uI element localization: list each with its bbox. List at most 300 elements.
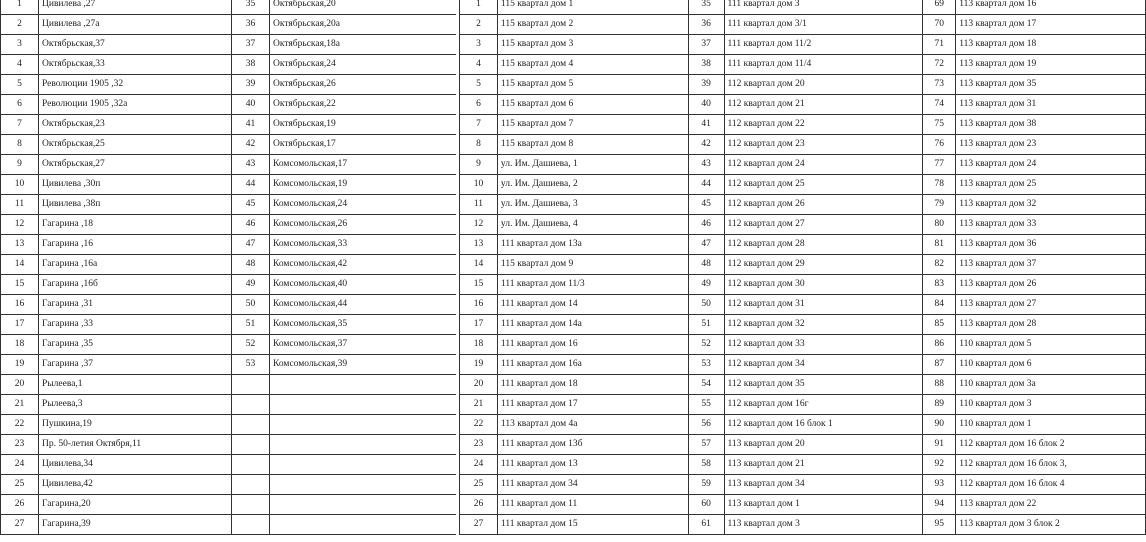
address-cell: 115 квартал дом 8 [497,135,688,155]
address-cell: Пушкина,19 [39,415,232,435]
row-number-cell: 15 [460,275,498,295]
table-row [1,175,457,195]
address-cell: 112 квартал дом 28 [724,235,923,255]
table-row [1,395,457,415]
table-row [460,515,1146,535]
address-cell: Гагарина,39 [39,515,232,535]
row-number-cell: 12 [1,215,39,235]
address-cell: Комсомольская,42 [270,255,457,275]
row-number-cell: 56 [688,415,724,435]
address-cell: Октябрьская,27 [39,155,232,175]
row-number-cell: 3 [1,35,39,55]
address-cell: 115 квартал дом 4 [497,55,688,75]
row-number-cell: 80 [923,215,956,235]
table-row [1,315,457,335]
address-cell: Октябрьская,17 [270,135,457,155]
address-cell: 115 квартал дом 1 [497,0,688,15]
address-cell: Гагарина ,37 [39,355,232,375]
address-cell: ул. Им. Дашиева, 2 [497,175,688,195]
address-cell: 111 квартал дом 18 [497,375,688,395]
address-cell: 113 квартал дом 18 [956,35,1146,55]
address-cell: 112 квартал дом 16 блок 1 [724,415,923,435]
address-cell: 111 квартал дом 16а [497,355,688,375]
address-cell: 112 квартал дом 23 [724,135,923,155]
address-cell: 113 квартал дом 31 [956,95,1146,115]
address-cell: 110 квартал дом 1 [956,415,1146,435]
row-number-cell: 57 [688,435,724,455]
row-number-cell: 7 [1,115,39,135]
row-number-cell: 19 [1,355,39,375]
address-cell: 110 квартал дом 3а [956,375,1146,395]
table-row [1,295,457,315]
table-row [1,235,457,255]
row-number-cell: 38 [232,55,270,75]
table-row [460,475,1146,495]
address-cell: 113 квартал дом 37 [956,255,1146,275]
row-number-cell: 8 [1,135,39,155]
table-row [460,95,1146,115]
address-cell: Октябрьская,33 [39,55,232,75]
table-row [1,215,457,235]
row-number-cell [232,375,270,395]
address-cell: 111 квартал дом 13а [497,235,688,255]
row-number-cell: 24 [460,455,498,475]
address-cell: 112 квартал дом 16 блок 4 [956,475,1146,495]
row-number-cell: 89 [923,395,956,415]
address-cell: Октябрьская,18а [270,35,457,55]
address-cell: Октябрьская,20 [270,0,457,15]
address-cell: Октябрьская,22 [270,95,457,115]
address-cell: 113 квартал дом 27 [956,295,1146,315]
row-number-cell: 18 [460,335,498,355]
address-cell: 113 квартал дом 36 [956,235,1146,255]
row-number-cell: 42 [232,135,270,155]
address-cell: 111 квартал дом 3/1 [724,15,923,35]
row-number-cell: 44 [232,175,270,195]
address-cell: Гагарина,20 [39,495,232,515]
row-number-cell: 35 [232,0,270,15]
row-number-cell: 11 [1,195,39,215]
row-number-cell: 40 [232,95,270,115]
row-number-cell: 39 [232,75,270,95]
row-number-cell: 9 [460,155,498,175]
row-number-cell: 72 [923,55,956,75]
address-cell: 115 квартал дом 6 [497,95,688,115]
row-number-cell: 48 [688,255,724,275]
row-number-cell: 13 [1,235,39,255]
address-cell: 112 квартал дом 33 [724,335,923,355]
table-row [1,475,457,495]
row-number-cell: 22 [1,415,39,435]
row-number-cell: 79 [923,195,956,215]
address-cell: Цивилева ,30п [39,175,232,195]
address-cell: 112 квартал дом 31 [724,295,923,315]
row-number-cell: 76 [923,135,956,155]
address-cell: 113 квартал дом 21 [724,455,923,475]
row-number-cell: 4 [1,55,39,75]
row-number-cell: 24 [1,455,39,475]
address-cell [270,495,457,515]
row-number-cell: 38 [688,55,724,75]
row-number-cell: 26 [1,495,39,515]
row-number-cell: 2 [460,15,498,35]
table-row [460,495,1146,515]
row-number-cell: 47 [232,235,270,255]
address-cell: 112 квартал дом 35 [724,375,923,395]
address-cell: Комсомольская,44 [270,295,457,315]
address-cell: 113 квартал дом 26 [956,275,1146,295]
row-number-cell: 18 [1,335,39,355]
address-cell: Гагарина ,35 [39,335,232,355]
address-cell: 112 квартал дом 20 [724,75,923,95]
table-row [460,75,1146,95]
address-cell: Гагарина ,33 [39,315,232,335]
address-cell: 111 квартал дом 13 [497,455,688,475]
address-cell [270,515,457,535]
address-cell: Рылеева,3 [39,395,232,415]
table-row [1,195,457,215]
row-number-cell: 37 [232,35,270,55]
address-cell: Цивилева ,27 [39,0,232,15]
table-row [460,375,1146,395]
address-cell: Гагарина ,16 [39,235,232,255]
address-cell [270,475,457,495]
row-number-cell: 16 [460,295,498,315]
address-cell [270,455,457,475]
address-cell: 112 квартал дом 26 [724,195,923,215]
address-cell: Комсомольская,33 [270,235,457,255]
row-number-cell: 45 [688,195,724,215]
row-number-cell: 52 [688,335,724,355]
row-number-cell: 1 [460,0,498,15]
row-number-cell [232,415,270,435]
row-number-cell: 54 [688,375,724,395]
row-number-cell: 86 [923,335,956,355]
address-cell: 113 квартал дом 28 [956,315,1146,335]
row-number-cell [232,515,270,535]
row-number-cell: 47 [688,235,724,255]
row-number-cell: 5 [460,75,498,95]
address-cell: 110 квартал дом 5 [956,335,1146,355]
row-number-cell: 94 [923,495,956,515]
address-cell: 115 квартал дом 2 [497,15,688,35]
row-number-cell: 17 [1,315,39,335]
table-row [460,135,1146,155]
address-cell: Цивилева,34 [39,455,232,475]
table-row [460,355,1146,375]
row-number-cell: 41 [232,115,270,135]
address-cell: Комсомольская,40 [270,275,457,295]
row-number-cell: 81 [923,235,956,255]
address-cell: 115 квартал дом 7 [497,115,688,135]
row-number-cell: 27 [460,515,498,535]
address-cell: 113 квартал дом 34 [724,475,923,495]
table-row [460,175,1146,195]
address-cell: 110 квартал дом 6 [956,355,1146,375]
address-cell: 115 квартал дом 3 [497,35,688,55]
row-number-cell: 50 [232,295,270,315]
row-number-cell: 84 [923,295,956,315]
row-number-cell: 16 [1,295,39,315]
table-row [460,255,1146,275]
address-cell: 111 квартал дом 16 [497,335,688,355]
row-number-cell: 6 [1,95,39,115]
row-number-cell: 10 [1,175,39,195]
address-cell: 111 квартал дом 13б [497,435,688,455]
row-number-cell: 6 [460,95,498,115]
address-cell: 111 квартал дом 14 [497,295,688,315]
address-cell [270,395,457,415]
address-cell: 111 квартал дом 3 [724,0,923,15]
row-number-cell: 11 [460,195,498,215]
table-row [460,35,1146,55]
row-number-cell: 37 [688,35,724,55]
address-cell: 113 квартал дом 22 [956,495,1146,515]
address-cell [270,375,457,395]
row-number-cell: 5 [1,75,39,95]
row-number-cell: 22 [460,415,498,435]
row-number-cell: 25 [460,475,498,495]
address-cell: Комсомольская,39 [270,355,457,375]
address-cell: 113 квартал дом 38 [956,115,1146,135]
table-row [460,195,1146,215]
address-cell: Октябрьская,37 [39,35,232,55]
address-cell: 112 квартал дом 21 [724,95,923,115]
table-row [460,275,1146,295]
address-cell: 110 квартал дом 3 [956,395,1146,415]
address-cell: Рылеева,1 [39,375,232,395]
address-cell: 113 квартал дом 4а [497,415,688,435]
address-table-left [0,0,457,535]
row-number-cell: 19 [460,355,498,375]
address-cell [270,415,457,435]
row-number-cell: 77 [923,155,956,175]
row-number-cell: 23 [1,435,39,455]
row-number-cell [232,435,270,455]
row-number-cell: 9 [1,155,39,175]
table-row [460,55,1146,75]
row-number-cell: 10 [460,175,498,195]
table-row [460,335,1146,355]
address-cell: Октябрьская,25 [39,135,232,155]
address-cell: Цивилева,42 [39,475,232,495]
row-number-cell: 4 [460,55,498,75]
table-row [460,15,1146,35]
table-row [1,435,457,455]
row-number-cell: 21 [1,395,39,415]
table-row [460,315,1146,335]
row-number-cell: 88 [923,375,956,395]
row-number-cell [232,455,270,475]
address-cell: 113 квартал дом 17 [956,15,1146,35]
address-cell: 115 квартал дом 5 [497,75,688,95]
row-number-cell: 71 [923,35,956,55]
row-number-cell: 36 [232,15,270,35]
row-number-cell: 27 [1,515,39,535]
table-row [1,355,457,375]
address-cell: 113 квартал дом 1 [724,495,923,515]
address-cell: ул. Им. Дашиева, 3 [497,195,688,215]
row-number-cell: 35 [688,0,724,15]
address-cell: Комсомольская,19 [270,175,457,195]
row-number-cell: 39 [688,75,724,95]
table-row [1,515,457,535]
row-number-cell: 51 [688,315,724,335]
address-cell: Пр. 50-летия Октября,11 [39,435,232,455]
address-cell: 113 квартал дом 32 [956,195,1146,215]
row-number-cell [232,395,270,415]
address-table-right-body [460,0,1146,535]
address-cell: 115 квартал дом 9 [497,255,688,275]
address-cell: 112 квартал дом 32 [724,315,923,335]
address-cell: 111 квартал дом 17 [497,395,688,415]
table-row [1,15,457,35]
address-cell: Гагарина ,31 [39,295,232,315]
row-number-cell: 52 [232,335,270,355]
row-number-cell: 49 [688,275,724,295]
address-cell: 112 квартал дом 25 [724,175,923,195]
address-cell: 111 квартал дом 11/2 [724,35,923,55]
address-cell: Октябрьская,23 [39,115,232,135]
row-number-cell: 70 [923,15,956,35]
row-number-cell: 8 [460,135,498,155]
address-cell: Гагарина ,16а [39,255,232,275]
address-cell: 113 квартал дом 33 [956,215,1146,235]
table-row [1,495,457,515]
row-number-cell: 58 [688,455,724,475]
address-cell: Революции 1905 ,32 [39,75,232,95]
address-cell: 113 квартал дом 35 [956,75,1146,95]
row-number-cell: 87 [923,355,956,375]
table-row [1,255,457,275]
address-cell: 113 квартал дом 20 [724,435,923,455]
row-number-cell: 14 [460,255,498,275]
address-cell: Комсомольская,17 [270,155,457,175]
address-cell: Комсомольская,37 [270,335,457,355]
row-number-cell: 23 [460,435,498,455]
row-number-cell: 20 [460,375,498,395]
row-number-cell [232,495,270,515]
row-number-cell: 3 [460,35,498,55]
row-number-cell: 43 [688,155,724,175]
address-cell: Комсомольская,35 [270,315,457,335]
address-table-left-body [1,0,457,535]
row-number-cell: 21 [460,395,498,415]
row-number-cell: 14 [1,255,39,275]
table-row [1,0,457,15]
row-number-cell: 91 [923,435,956,455]
address-cell: 113 квартал дом 24 [956,155,1146,175]
table-row [460,215,1146,235]
table-row [1,115,457,135]
address-table-right [459,0,1146,535]
row-number-cell: 60 [688,495,724,515]
address-cell: ул. Им. Дашиева, 4 [497,215,688,235]
table-row [1,135,457,155]
address-cell: 111 квартал дом 14а [497,315,688,335]
row-number-cell: 73 [923,75,956,95]
address-cell: Комсомольская,24 [270,195,457,215]
address-cell: 113 квартал дом 23 [956,135,1146,155]
address-cell: 112 квартал дом 30 [724,275,923,295]
address-cell: 113 квартал дом 16 [956,0,1146,15]
address-cell: Цивилева ,27а [39,15,232,35]
row-number-cell: 93 [923,475,956,495]
address-cell: 112 квартал дом 16г [724,395,923,415]
table-row [460,435,1146,455]
row-number-cell: 25 [1,475,39,495]
row-number-cell: 46 [688,215,724,235]
address-cell: 111 квартал дом 11/4 [724,55,923,75]
table-row [460,295,1146,315]
address-cell: ул. Им. Дашиева, 1 [497,155,688,175]
table-row [1,335,457,355]
address-cell: Революции 1905 ,32а [39,95,232,115]
row-number-cell: 59 [688,475,724,495]
address-cell: 112 квартал дом 16 блок 3, [956,455,1146,475]
table-row [460,415,1146,435]
row-number-cell: 74 [923,95,956,115]
address-cell: 112 квартал дом 29 [724,255,923,275]
row-number-cell: 75 [923,115,956,135]
row-number-cell: 12 [460,215,498,235]
row-number-cell: 26 [460,495,498,515]
row-number-cell: 48 [232,255,270,275]
row-number-cell: 20 [1,375,39,395]
table-row [460,155,1146,175]
row-number-cell: 44 [688,175,724,195]
address-cell: 113 квартал дом 25 [956,175,1146,195]
row-number-cell: 2 [1,15,39,35]
row-number-cell: 45 [232,195,270,215]
table-row [1,455,457,475]
address-cell: Октябрьская,20а [270,15,457,35]
table-row [1,155,457,175]
row-number-cell: 50 [688,295,724,315]
row-number-cell: 46 [232,215,270,235]
table-row [1,275,457,295]
row-number-cell: 40 [688,95,724,115]
address-cell: 111 квартал дом 11/3 [497,275,688,295]
address-cell: 111 квартал дом 15 [497,515,688,535]
address-cell: 112 квартал дом 24 [724,155,923,175]
table-row [460,235,1146,255]
address-cell: 112 квартал дом 27 [724,215,923,235]
address-cell: 112 квартал дом 16 блок 2 [956,435,1146,455]
row-number-cell: 69 [923,0,956,15]
row-number-cell: 82 [923,255,956,275]
row-number-cell: 53 [688,355,724,375]
row-number-cell: 7 [460,115,498,135]
address-cell [270,435,457,455]
table-row [1,35,457,55]
row-number-cell: 85 [923,315,956,335]
address-cell: Цивилева ,38п [39,195,232,215]
table-row [460,0,1146,15]
address-cell: 112 квартал дом 34 [724,355,923,375]
row-number-cell: 42 [688,135,724,155]
address-cell: Гагарина ,16б [39,275,232,295]
row-number-cell [232,475,270,495]
address-cell: Гагарина ,18 [39,215,232,235]
row-number-cell: 92 [923,455,956,475]
table-row [1,375,457,395]
address-cell: 111 квартал дом 11 [497,495,688,515]
row-number-cell: 13 [460,235,498,255]
row-number-cell: 41 [688,115,724,135]
row-number-cell: 43 [232,155,270,175]
row-number-cell: 78 [923,175,956,195]
